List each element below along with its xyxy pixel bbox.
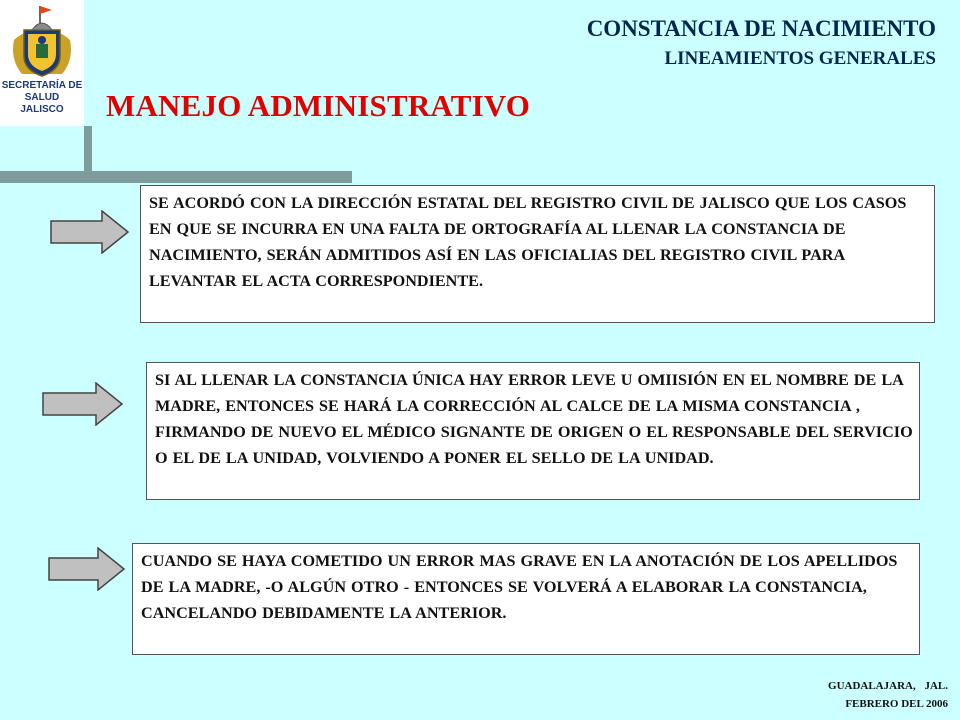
jalisco-coat-of-arms-icon bbox=[0, 0, 84, 80]
list-item bbox=[146, 362, 920, 500]
footer-date: FEBRERO DEL 2006 bbox=[845, 698, 948, 710]
list-item bbox=[132, 543, 920, 655]
logo-text: SECRETARÍA DE SALUD JALISCO bbox=[1, 80, 83, 115]
section-heading: MANEJO ADMINISTRATIVO bbox=[106, 88, 531, 123]
list-item bbox=[140, 185, 935, 323]
logo bbox=[0, 0, 84, 126]
divider-stub bbox=[84, 126, 92, 176]
right-arrow-icon bbox=[42, 382, 124, 426]
list-item-text: SI AL LLENAR LA CONSTANCIA ÚNICA HAY ERROR LEVE U OMIISIÓN EN EL NOMBRE DE LA MADRE, ENTONCES SE HARÁ LA CORRECCIÓN AL CALCE DE LA MISMA CONSTANCIA , FIRMANDO DE NUEVO EL MÉDICO SIGNANTE DE ORIGEN O EL RESPONSABLE DEL SERVICIO O EL DE LA UNIDAD, VOLVIENDO A PONER EL SELLO DE LA UNIDAD. bbox=[155, 371, 913, 467]
right-arrow-icon bbox=[50, 210, 130, 254]
divider-bar bbox=[0, 171, 352, 183]
footer-location: GUADALAJARA, JAL. bbox=[828, 680, 948, 692]
list-item-text: CUANDO SE HAYA COMETIDO UN ERROR MAS GRAVE EN LA ANOTACIÓN DE LOS APELLIDOS DE LA MADRE, -O ALGÚN OTRO - ENTONCES SE VOLVERÁ A ELABORAR LA CONSTANCIA, CANCELANDO DEBIDAMENTE LA ANTERIOR. bbox=[141, 552, 898, 622]
page-title: CONSTANCIA DE NACIMIENTO bbox=[586, 16, 936, 41]
right-arrow-icon bbox=[48, 547, 126, 591]
list-item-text: SE ACORDÓ CON LA DIRECCIÓN ESTATAL DEL REGISTRO CIVIL DE JALISCO QUE LOS CASOS EN QUE SE INCURRA EN UNA FALTA DE ORTOGRAFÍA AL LLENAR LA CONSTANCIA DE NACIMIENTO, SERÁN ADMITIDOS ASÍ EN LAS OFICIALIAS DEL REGISTRO CIVIL PARA LEVANTAR EL ACTA CORRESPONDIENTE. bbox=[149, 194, 907, 290]
page-subtitle: LINEAMIENTOS GENERALES bbox=[664, 48, 936, 69]
